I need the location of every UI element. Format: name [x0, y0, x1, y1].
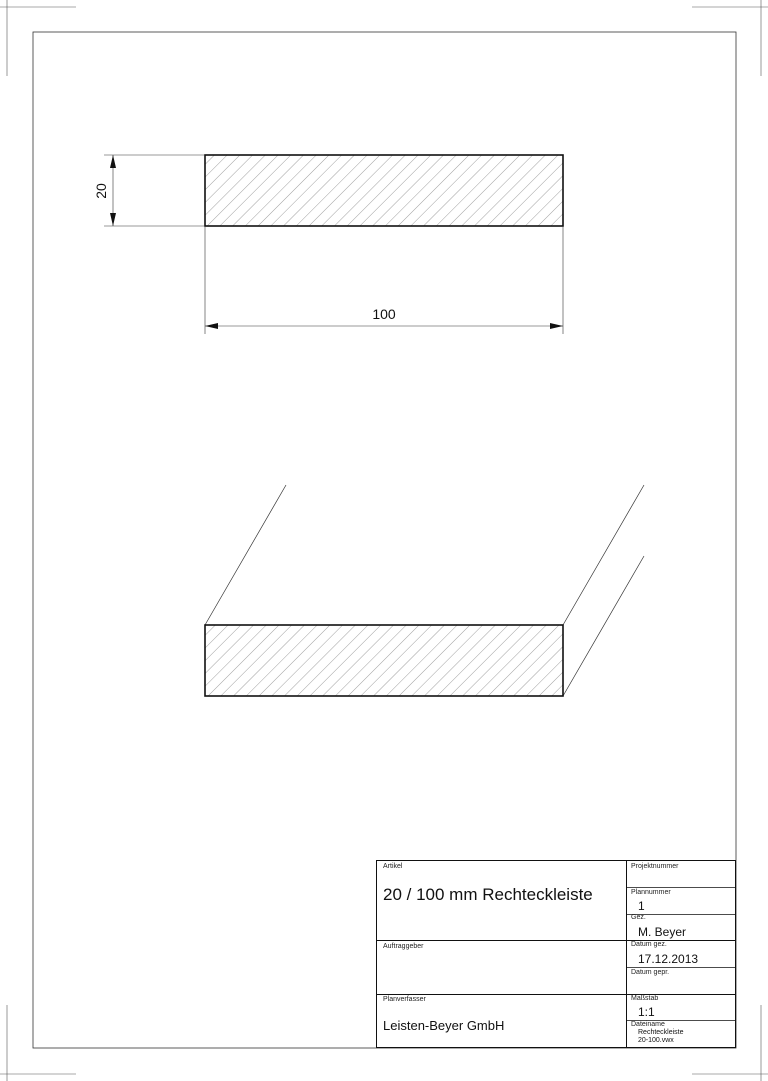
plannummer-label: Plannummer	[631, 889, 671, 896]
width-dimension-label: 100	[372, 306, 396, 322]
gez-label: Gez.	[631, 914, 646, 921]
artikel-label: Artikel	[383, 863, 403, 870]
title-block	[376, 860, 736, 1048]
artikel-cell	[376, 860, 626, 940]
planverfasser-cell	[376, 994, 626, 1048]
massstab-label: Maßstab	[631, 995, 659, 1002]
auftraggeber-label: Auftraggeber	[383, 943, 424, 950]
section-front-view	[205, 155, 563, 226]
massstab-value: 1:1	[638, 1005, 655, 1019]
dateiname-cell	[626, 1020, 736, 1048]
planverfasser-value: Leisten-Beyer GmbH	[383, 1018, 505, 1033]
dateiname-line2: 20-100.vwx	[638, 1037, 674, 1044]
gez-value: M. Beyer	[638, 925, 687, 939]
oblique-view	[205, 485, 644, 696]
massstab-cell	[626, 994, 736, 1020]
planverfasser-label: Planverfasser	[383, 996, 426, 1003]
projektnummer-cell	[626, 860, 736, 887]
dateiname-label: Dateiname	[631, 1021, 665, 1028]
datum-gez-cell	[626, 940, 736, 967]
datum-gez-label: Datum gez.	[631, 941, 667, 948]
plannummer-value: 1	[638, 899, 645, 913]
auftraggeber-cell	[376, 940, 626, 994]
projektnummer-label: Projektnummer	[631, 863, 679, 870]
section-oblique-face	[205, 625, 563, 696]
plannummer-cell	[626, 887, 736, 914]
datum-gepr-cell	[626, 967, 736, 994]
dateiname-line1: Rechteckleiste	[638, 1029, 684, 1036]
height-dimension	[104, 155, 205, 226]
datum-gepr-label: Datum gepr.	[631, 969, 670, 976]
height-dimension-label: 20	[93, 183, 109, 199]
datum-gez-value: 17.12.2013	[638, 952, 699, 966]
artikel-value: 20 / 100 mm Rechteckleiste	[383, 885, 593, 904]
gez-cell	[626, 914, 736, 940]
